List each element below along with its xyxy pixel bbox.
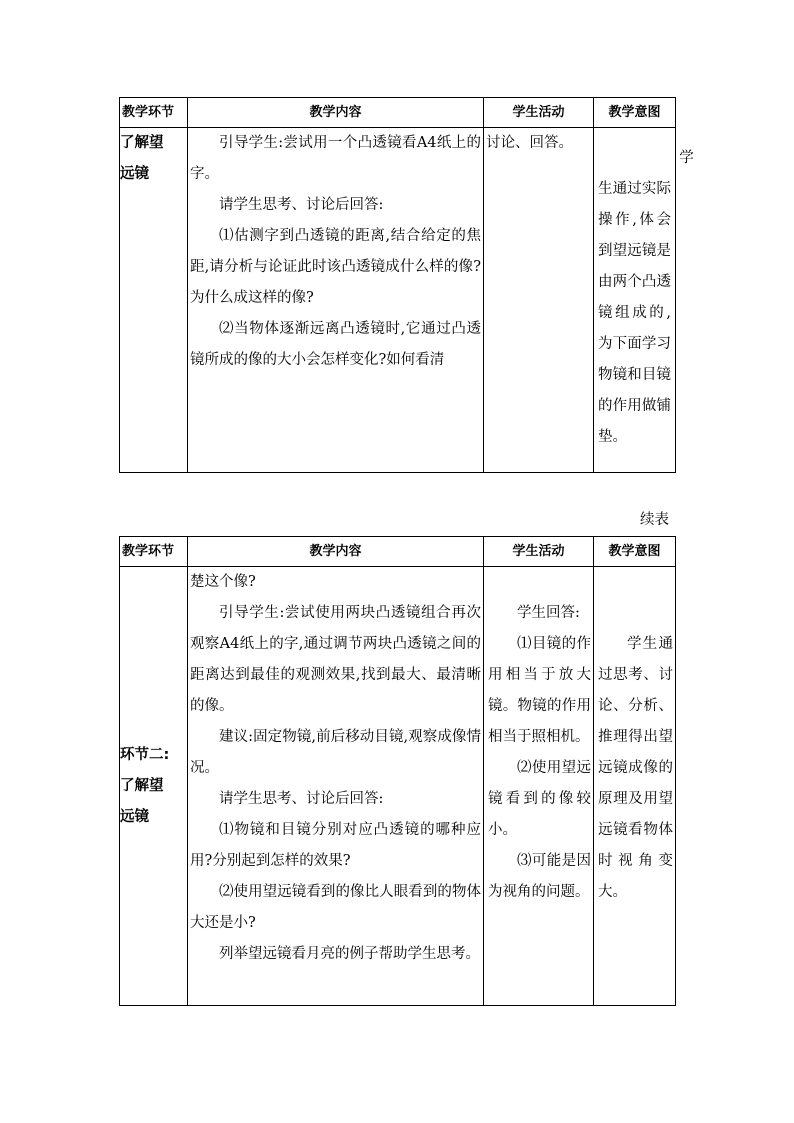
header-intent: 教学意图 [594, 98, 676, 128]
content-paragraph: 请学生思考、讨论后回答: [219, 791, 384, 807]
content-paragraph: ⑴估测字到凸透镜的距离,结合给定的焦距,请分析与论证此时该凸透镜成什么样的像?为什么成这样的像? [190, 228, 481, 306]
intent-cell [594, 567, 676, 1006]
intent-text: 学生通过实际操作,体会到望远镜是由两个凸透镜组成的,为下面学习物镜和目镜的作用做铺垫。 [598, 149, 694, 445]
content-cell [188, 567, 484, 1006]
stage-cell: 环节二: 了解望 远镜 [120, 567, 188, 1006]
intent-text: 学生通过思考、讨论、分析、推理得出望远镜成像的原理及用望远镜看物体时视角变大。 [598, 636, 673, 900]
header-stage: 教学环节 [120, 98, 188, 128]
activity-text: 讨论、回答。 [486, 135, 573, 151]
header-content: 教学内容 [188, 537, 484, 567]
table-row [120, 567, 676, 1006]
content-paragraph: ⑵当物体逐渐远离凸透镜时,它通过凸透镜所成的像的大小会怎样变化?如何看清 [190, 321, 481, 368]
content-paragraph: 楚这个像? [190, 574, 256, 590]
activity-text: 学生回答: [517, 605, 580, 621]
content-paragraph: 引导学生:尝试用一个凸透镜看A4纸上的字。 [190, 135, 481, 182]
header-content: 教学内容 [188, 98, 484, 128]
content-paragraph: 引导学生:尝试使用两块凸透镜组合再次观察A4纸上的字,通过调节两块凸透镜之间的距离达到最佳的观测效果,找到最大、最清晰的像。 [190, 605, 481, 714]
activity-cell [484, 567, 594, 1006]
content-paragraph: 请学生思考、讨论后回答: [219, 197, 384, 213]
stage-cell: 了解望 远镜 [120, 128, 188, 473]
header-activity: 学生活动 [484, 537, 594, 567]
content-paragraph: ⑴物镜和目镜分别对应凸透镜的哪种应用?分别起到怎样的效果? [190, 822, 481, 869]
header-activity: 学生活动 [484, 98, 594, 128]
content-paragraph: ⑵使用望远镜看到的像比人眼看到的物体大还是小? [190, 884, 481, 931]
header-stage: 教学环节 [120, 537, 188, 567]
activity-cell [484, 128, 594, 473]
header-intent: 教学意图 [594, 537, 676, 567]
lesson-table-1 [119, 97, 694, 473]
table-row [120, 128, 676, 473]
lesson-table-2 [119, 536, 676, 1006]
intent-cell [594, 128, 694, 473]
content-paragraph: 建议:固定物镜,前后移动目镜,观察成像情况。 [190, 729, 481, 776]
activity-text: ⑶可能是因为视角的问题。 [488, 853, 591, 900]
activity-text: ⑵使用望远镜看到的像较小。 [488, 760, 591, 838]
content-paragraph: 列举望远镜看月亮的例子帮助学生思考。 [219, 946, 480, 962]
content-cell [188, 128, 484, 473]
table-header-row [120, 537, 676, 567]
continued-label: 续表 [640, 512, 669, 528]
activity-text: ⑴目镜的作用相当于放大镜。物镜的作用相当于照相机。 [488, 636, 591, 745]
table-header-row [120, 98, 676, 128]
